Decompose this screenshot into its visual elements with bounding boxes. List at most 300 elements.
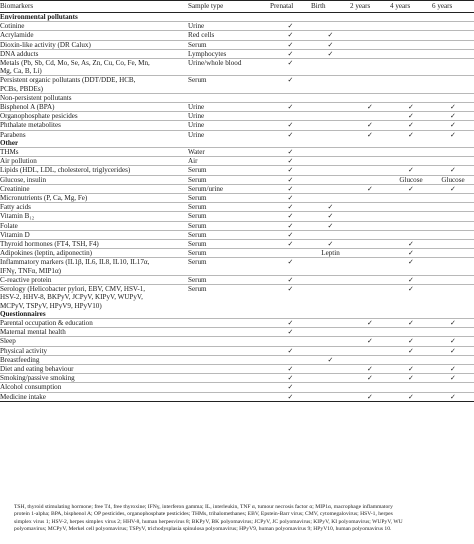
check-mark-cell: ✓ xyxy=(311,240,350,249)
header-6-years: 6 years xyxy=(432,2,453,10)
timepoint-cell xyxy=(432,302,474,310)
timepoint-cell xyxy=(350,267,390,276)
timepoint-cell xyxy=(432,355,474,364)
check-mark-cell: ✓ xyxy=(350,364,390,373)
timepoint-cell xyxy=(270,355,311,364)
sample-type-cell xyxy=(188,93,270,102)
sample-type-cell: Serum xyxy=(188,203,270,212)
check-mark-cell: ✓ xyxy=(350,184,390,193)
header-2-years: 2 years xyxy=(350,2,371,10)
biomarker-cell: Vitamin B₁₂ xyxy=(0,212,188,221)
timepoint-cell xyxy=(432,59,474,68)
timepoint-cell xyxy=(390,267,432,276)
check-mark-cell: ✓ xyxy=(270,175,311,184)
table-row xyxy=(0,240,474,249)
check-mark-cell: ✓ xyxy=(350,374,390,383)
timepoint-cell xyxy=(350,383,390,392)
timepoint-cell xyxy=(350,59,390,68)
check-mark-cell: ✓ xyxy=(270,59,311,68)
timepoint-cell xyxy=(311,267,350,276)
timepoint-cell xyxy=(432,221,474,230)
timepoint-cell xyxy=(390,148,432,157)
table-row xyxy=(0,67,474,76)
timepoint-cell xyxy=(270,67,311,76)
sample-type-cell: Urine xyxy=(188,103,270,112)
sample-type-cell: Serum xyxy=(188,212,270,221)
section-title: Questionnaires xyxy=(0,309,46,318)
biomarker-cell: Bisphenol A (BPA) xyxy=(0,103,188,112)
check-mark-cell: ✓ xyxy=(311,49,350,58)
timepoint-cell xyxy=(311,175,350,184)
check-mark-cell: ✓ xyxy=(270,212,311,221)
sample-type-cell: Lymphocytes xyxy=(188,49,270,58)
sample-type-cell: Air xyxy=(188,157,270,166)
timepoint-cell xyxy=(311,318,350,327)
timepoint-cell xyxy=(311,22,350,31)
sample-type-cell xyxy=(188,267,270,276)
timepoint-cell xyxy=(311,392,350,401)
sample-type-cell: Serum xyxy=(188,76,270,85)
timepoint-cell xyxy=(311,275,350,284)
sample-type-cell xyxy=(188,383,270,392)
table-row xyxy=(0,130,474,139)
biomarker-cell: Acrylamide xyxy=(0,31,188,40)
table-row xyxy=(0,275,474,284)
timepoint-cell xyxy=(390,221,432,230)
timepoint-cell xyxy=(350,148,390,157)
check-mark-cell: ✓ xyxy=(390,374,432,383)
timepoint-cell xyxy=(311,121,350,130)
check-mark-cell: ✓ xyxy=(432,392,474,401)
timepoint-cell xyxy=(432,240,474,249)
biomarker-cell: Serology (Helicobacter pylori, EBV, CMV, HSV-1, xyxy=(0,285,188,294)
check-mark-cell: ✓ xyxy=(390,258,432,267)
timepoint-cell xyxy=(390,203,432,212)
check-mark-cell: ✓ xyxy=(270,346,311,355)
biomarker-cell: Maternal mental health xyxy=(0,328,188,337)
check-mark-cell: ✓ xyxy=(390,103,432,112)
timepoint-cell xyxy=(390,230,432,239)
check-mark-cell: ✓ xyxy=(270,392,311,401)
biomarker-cell: Diet and eating behaviour xyxy=(0,364,188,373)
timepoint-cell xyxy=(350,112,390,121)
footnote-line: protein 1-alpha; BPA, bisphenol A; OP pesticides, organophosphate pesticides; THMs, trihalomethanes; EBV, Epstein-Barr virus; CMV, cytomegalovirus; HSV-1, herpes xyxy=(14,511,393,518)
check-mark-cell: ✓ xyxy=(390,166,432,175)
header-row xyxy=(0,1,474,13)
biomarker-cell: DNA adducts xyxy=(0,49,188,58)
check-mark-cell: ✓ xyxy=(432,130,474,139)
timepoint-cell xyxy=(350,76,390,85)
check-mark-cell: ✓ xyxy=(270,49,311,58)
check-mark-cell: ✓ xyxy=(390,337,432,346)
timepoint-cell xyxy=(311,184,350,193)
biomarker-cell: PCBs, PBDEs) xyxy=(0,84,43,93)
table-body xyxy=(0,13,474,402)
sample-type-cell: Serum/urine xyxy=(188,184,270,193)
timepoint-cell xyxy=(432,40,474,49)
biomarker-cell: Cotinine xyxy=(0,22,188,31)
timepoint-cell xyxy=(350,22,390,31)
timepoint-cell: Leptin xyxy=(311,249,350,258)
check-mark-cell: ✓ xyxy=(311,355,350,364)
biomarker-cell: Phthalate metabolites xyxy=(0,121,188,130)
table-row xyxy=(0,267,474,276)
timepoint-cell xyxy=(350,258,390,267)
timepoint-cell xyxy=(350,240,390,249)
table-row xyxy=(0,59,474,68)
table-row xyxy=(0,258,474,267)
table-row xyxy=(0,22,474,31)
check-mark-cell: ✓ xyxy=(432,103,474,112)
check-mark-cell: ✓ xyxy=(390,392,432,401)
timepoint-cell xyxy=(350,194,390,203)
header-prenatal: Prenatal xyxy=(270,2,294,10)
check-mark-cell: ✓ xyxy=(390,112,432,121)
timepoint-cell xyxy=(311,258,350,267)
check-mark-cell: ✓ xyxy=(270,166,311,175)
timepoint-cell xyxy=(350,67,390,76)
table-row xyxy=(0,184,474,193)
check-mark-cell: ✓ xyxy=(432,374,474,383)
section-header-row xyxy=(0,13,474,22)
table-row xyxy=(0,285,474,294)
check-mark-cell: ✓ xyxy=(270,275,311,284)
check-mark-cell: ✓ xyxy=(350,130,390,139)
timepoint-cell xyxy=(311,293,350,301)
check-mark-cell: ✓ xyxy=(350,121,390,130)
timepoint-cell xyxy=(270,267,311,276)
biomarker-cell: Smoking/passive smoking xyxy=(0,374,188,383)
check-mark-cell: ✓ xyxy=(390,130,432,139)
footnote-line: polyomavirus; MCPyV, Merkel cell polyomavirus; TSPyV, trichodysplasia spinulosa polyomavirus; HPyV9, human polyomavirus 9; HPyV10, human polyomavirus 10. xyxy=(14,526,392,533)
timepoint-cell xyxy=(270,293,311,301)
timepoint-cell xyxy=(311,230,350,239)
timepoint-cell xyxy=(390,76,432,85)
check-mark-cell: ✓ xyxy=(311,203,350,212)
timepoint-cell xyxy=(432,85,474,94)
timepoint-cell xyxy=(350,40,390,49)
section-title: Environmental pollutants xyxy=(0,13,78,21)
biomarker-cell: Lipids (HDL, LDL, cholesterol, triglycerides) xyxy=(0,166,188,175)
timepoint-cell: Glucose xyxy=(390,175,432,184)
timepoint-cell xyxy=(270,93,311,102)
sample-type-cell: Serum xyxy=(188,230,270,239)
sample-type-cell xyxy=(188,85,270,94)
table-row xyxy=(0,355,474,364)
timepoint-cell xyxy=(311,148,350,157)
table-row xyxy=(0,148,474,157)
table-row xyxy=(0,374,474,383)
biomarker-cell: Parental occupation & education xyxy=(0,318,188,327)
table-row xyxy=(0,194,474,203)
check-mark-cell: ✓ xyxy=(432,364,474,373)
check-mark-cell: ✓ xyxy=(270,383,311,392)
check-mark-cell: ✓ xyxy=(270,221,311,230)
check-mark-cell: ✓ xyxy=(350,337,390,346)
sample-type-cell xyxy=(188,346,270,355)
timepoint-cell xyxy=(270,85,311,94)
sample-type-cell xyxy=(188,328,270,337)
biomarker-cell: THMs xyxy=(0,148,188,157)
timepoint-cell xyxy=(432,203,474,212)
biomarker-cell: IFNγ, TNFα, MIP1α) xyxy=(0,266,62,275)
sample-type-cell: Urine/whole blood xyxy=(188,59,270,68)
timepoint-cell xyxy=(350,93,390,102)
timepoint-cell xyxy=(350,285,390,294)
timepoint-cell xyxy=(270,249,311,258)
timepoint-cell xyxy=(311,346,350,355)
timepoint-cell xyxy=(432,157,474,166)
footnote-line: simplex virus 1; HSV-2, herpes simplex virus 2; HHV-8, human herpesvirus 8; BKPyV, BK polyomavirus; JCPyV, JC polyomavirus; KIPyV, KI polyomavirus; WUPyV, WU xyxy=(14,518,403,525)
timepoint-cell xyxy=(311,93,350,102)
timepoint-cell xyxy=(390,212,432,221)
check-mark-cell: ✓ xyxy=(270,184,311,193)
table-header xyxy=(0,1,474,13)
biomarker-cell: Metals (Pb, Sb, Cd, Mo, Se, As, Zn, Cu, Co, Fe, Mn, xyxy=(0,59,188,68)
biomarker-cell: Organophosphate pesicides xyxy=(0,112,188,121)
table-row xyxy=(0,302,474,310)
check-mark-cell: ✓ xyxy=(350,318,390,327)
check-mark-cell: ✓ xyxy=(270,76,311,85)
biomarker-cell: Folate xyxy=(0,221,188,230)
timepoint-cell xyxy=(350,166,390,175)
table-row xyxy=(0,337,474,346)
timepoint-cell xyxy=(432,285,474,294)
timepoint-cell xyxy=(432,194,474,203)
sample-type-cell: Urine xyxy=(188,112,270,121)
check-mark-cell: ✓ xyxy=(350,103,390,112)
timepoint-cell xyxy=(390,293,432,301)
sample-type-cell: Red cells xyxy=(188,31,270,40)
check-mark-cell: ✓ xyxy=(390,249,432,258)
sample-type-cell: Serum xyxy=(188,221,270,230)
timepoint-cell xyxy=(390,40,432,49)
timepoint-cell xyxy=(350,302,390,310)
table-row xyxy=(0,175,474,184)
biomarker-cell: Medicine intake xyxy=(0,392,188,401)
header-sample-type: Sample type xyxy=(188,2,224,10)
check-mark-cell: ✓ xyxy=(270,285,311,294)
biomarker-cell: Glucose, insulin xyxy=(0,175,188,184)
timepoint-cell xyxy=(311,374,350,383)
check-mark-cell: ✓ xyxy=(270,31,311,40)
timepoint-cell xyxy=(432,67,474,76)
table-row xyxy=(0,112,474,121)
timepoint-cell xyxy=(350,212,390,221)
table-row xyxy=(0,93,474,102)
biomarker-cell: Physical activity xyxy=(0,346,188,355)
biomarker-cell: Air pollution xyxy=(0,157,188,166)
biomarker-cell: Mg, Ca, B, Li) xyxy=(0,67,42,76)
timepoint-cell xyxy=(432,93,474,102)
check-mark-cell: ✓ xyxy=(432,346,474,355)
check-mark-cell: ✓ xyxy=(270,103,311,112)
sample-type-cell: Serum xyxy=(188,249,270,258)
sample-type-cell: Serum xyxy=(188,285,270,294)
sample-type-cell xyxy=(188,337,270,346)
check-mark-cell: ✓ xyxy=(311,31,350,40)
check-mark-cell: ✓ xyxy=(270,258,311,267)
table-row xyxy=(0,157,474,166)
timepoint-cell xyxy=(311,85,350,94)
timepoint-cell xyxy=(432,212,474,221)
check-mark-cell: ✓ xyxy=(390,318,432,327)
biomarker-cell: Sleep xyxy=(0,337,188,346)
check-mark-cell: ✓ xyxy=(270,240,311,249)
table-row xyxy=(0,392,474,401)
table-footnote xyxy=(0,504,474,534)
table-row xyxy=(0,346,474,355)
timepoint-cell xyxy=(311,67,350,76)
biomarker-cell: Thyroid hormones (FT4, TSH, F4) xyxy=(0,240,188,249)
timepoint-cell xyxy=(432,267,474,276)
timepoint-cell xyxy=(311,328,350,337)
timepoint-cell xyxy=(311,157,350,166)
biomarker-cell: Adipokines (leptin, adiponectin) xyxy=(0,249,188,258)
section-header-row xyxy=(0,139,474,148)
timepoint-cell xyxy=(311,59,350,68)
table-row xyxy=(0,203,474,212)
timepoint-cell xyxy=(432,383,474,392)
sample-type-cell: Serum xyxy=(188,166,270,175)
table-row xyxy=(0,166,474,175)
header-biomarkers: Biomarkers xyxy=(0,2,34,10)
biomarker-cell: Micronutrients (P, Ca, Mg, Fe) xyxy=(0,194,188,203)
timepoint-cell xyxy=(432,258,474,267)
check-mark-cell: ✓ xyxy=(270,22,311,31)
sample-type-cell xyxy=(188,318,270,327)
timepoint-cell xyxy=(390,302,432,310)
check-mark-cell: ✓ xyxy=(390,121,432,130)
table-row xyxy=(0,76,474,85)
check-mark-cell: ✓ xyxy=(270,40,311,49)
table-row xyxy=(0,85,474,94)
timepoint-cell xyxy=(390,328,432,337)
biomarker-cell: Fatty acids xyxy=(0,203,188,212)
timepoint-cell xyxy=(432,328,474,337)
check-mark-cell: ✓ xyxy=(270,374,311,383)
timepoint-cell xyxy=(311,302,350,310)
timepoint-cell xyxy=(390,383,432,392)
header-4-years: 4 years xyxy=(390,2,411,10)
timepoint-cell xyxy=(350,346,390,355)
sample-type-cell: Serum xyxy=(188,240,270,249)
timepoint-cell xyxy=(432,22,474,31)
biomarker-cell: C-reactive protein xyxy=(0,275,188,284)
sample-type-cell: Water xyxy=(188,148,270,157)
biomarker-cell: Alcohol consumption xyxy=(0,383,188,392)
timepoint-cell xyxy=(390,22,432,31)
check-mark-cell: ✓ xyxy=(270,203,311,212)
sample-type-cell xyxy=(188,364,270,373)
timepoint-cell xyxy=(311,285,350,294)
timepoint-cell xyxy=(432,31,474,40)
check-mark-cell: ✓ xyxy=(270,121,311,130)
sample-type-cell xyxy=(188,67,270,76)
timepoint-cell xyxy=(311,130,350,139)
footnote-line: TSH, thyroid stimulating hormone; free T4, free thyroxine; IFNγ, interferon gamma; IL, interleukin, TNF α, tumour necrosis factor α; MIP1α, macrophage inflammatory xyxy=(14,504,393,510)
sample-type-cell xyxy=(188,392,270,401)
biomarker-cell: Breastfeeding xyxy=(0,355,188,364)
timepoint-cell xyxy=(350,221,390,230)
biomarker-cell: Non-persistent pollutants xyxy=(0,93,188,102)
timepoint-cell xyxy=(350,31,390,40)
table-row xyxy=(0,249,474,258)
check-mark-cell: ✓ xyxy=(350,392,390,401)
biomarker-cell: Creatinine xyxy=(0,184,188,193)
timepoint-cell: Glucose xyxy=(432,175,474,184)
table-row xyxy=(0,318,474,327)
check-mark-cell: ✓ xyxy=(311,40,350,49)
timepoint-cell xyxy=(311,76,350,85)
biomarker-cell: Persistent organic pollutants (DDT/DDE, HCB, xyxy=(0,76,188,85)
check-mark-cell: ✓ xyxy=(432,112,474,121)
sample-type-cell xyxy=(188,355,270,364)
timepoint-cell xyxy=(432,230,474,239)
sample-type-cell xyxy=(188,293,270,301)
timepoint-cell xyxy=(390,85,432,94)
check-mark-cell: ✓ xyxy=(270,157,311,166)
check-mark-cell: ✓ xyxy=(270,130,311,139)
check-mark-cell: ✓ xyxy=(432,121,474,130)
check-mark-cell: ✓ xyxy=(311,212,350,221)
timepoint-cell xyxy=(270,337,311,346)
table-row xyxy=(0,31,474,40)
table-row xyxy=(0,40,474,49)
timepoint-cell xyxy=(350,328,390,337)
timepoint-cell xyxy=(432,148,474,157)
table-row xyxy=(0,49,474,58)
timepoint-cell xyxy=(432,293,474,301)
timepoint-cell xyxy=(390,93,432,102)
timepoint-cell xyxy=(390,59,432,68)
timepoint-cell xyxy=(311,364,350,373)
biomarker-cell: MCPyV, TSPyV, HPyV9, HPyV10) xyxy=(0,301,102,310)
timepoint-cell xyxy=(311,112,350,121)
timepoint-cell xyxy=(350,85,390,94)
check-mark-cell: ✓ xyxy=(390,275,432,284)
sample-type-cell: Urine xyxy=(188,121,270,130)
timepoint-cell xyxy=(390,355,432,364)
timepoint-cell xyxy=(311,166,350,175)
table-row xyxy=(0,328,474,337)
sample-type-cell: Urine xyxy=(188,22,270,31)
timepoint-cell xyxy=(390,49,432,58)
timepoint-cell xyxy=(350,175,390,184)
sample-type-cell xyxy=(188,302,270,310)
sample-type-cell: Serum xyxy=(188,175,270,184)
sample-type-cell: Serum xyxy=(188,258,270,267)
timepoint-cell xyxy=(350,49,390,58)
table-row xyxy=(0,364,474,373)
check-mark-cell: ✓ xyxy=(270,194,311,203)
biomarker-cell: Inflammatory markers (IL1β, IL6, IL8, IL10, IL17α, xyxy=(0,258,188,267)
timepoint-cell xyxy=(311,383,350,392)
timepoint-cell xyxy=(390,157,432,166)
sample-type-cell: Serum xyxy=(188,194,270,203)
timepoint-cell xyxy=(390,67,432,76)
biomarker-cell: HSV-2, HHV-8, BKPyV, JCPyV, KIPyV, WUPyV, xyxy=(0,293,143,302)
timepoint-cell xyxy=(350,249,390,258)
check-mark-cell: ✓ xyxy=(270,148,311,157)
check-mark-cell: ✓ xyxy=(270,230,311,239)
timepoint-cell xyxy=(350,293,390,301)
sample-type-cell: Serum xyxy=(188,275,270,284)
table-row xyxy=(0,103,474,112)
check-mark-cell: ✓ xyxy=(432,166,474,175)
timepoint-cell xyxy=(390,194,432,203)
sample-type-cell: Urine xyxy=(188,130,270,139)
